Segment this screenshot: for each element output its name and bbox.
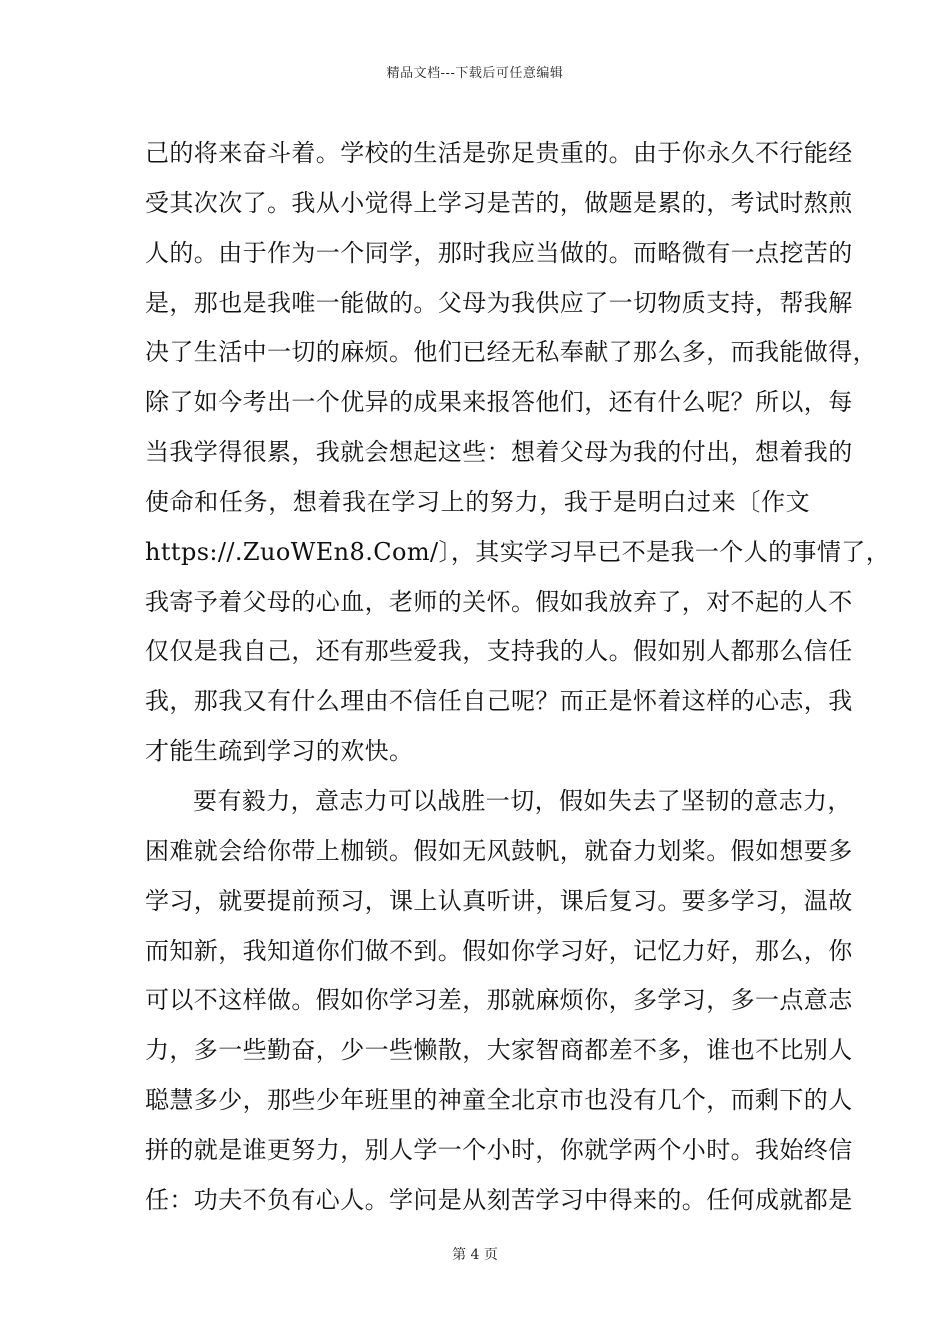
text-line: 拼的就是谁更努力，别人学一个小时，你就学两个小时。我始终信 xyxy=(145,1135,853,1164)
text-line: 决了生活中一切的麻烦。他们已经无私奉献了那么多，而我能做得， xyxy=(145,338,877,367)
text-line: 我寄予着父母的心血，老师的关怀。假如我放弃了，对不起的人不 xyxy=(145,587,853,616)
text-line: 我，那我又有什么理由不信任自己呢？而正是怀着这样的心志，我 xyxy=(145,687,853,716)
document-body xyxy=(145,133,891,1230)
text-line: 聪慧多少，那些少年班里的神童全北京市也没有几个，而剩下的人 xyxy=(145,1086,853,1115)
text-line: 己的将来奋斗着。学校的生活是弥足贵重的。由于你永久不行能经 xyxy=(145,139,853,167)
text-line: 使命和任务，想着我在学习上的努力，我于是明白过来〔作文 xyxy=(145,487,810,516)
text-line: 学习，就要提前预习，课上认真听讲，课后复习。要多学习，温故 xyxy=(145,886,853,915)
text-line: https://.ZuoWEn8.Com/〕，其实学习早已不是我一个人的事情了， xyxy=(145,537,891,566)
text-line: 是，那也是我唯一能做的。父母为我供应了一切物质支持，帮我解 xyxy=(145,288,853,317)
text-line: 当我学得很累，我就会想起这些：想着父母为我的付出，想着我的 xyxy=(145,438,853,467)
text-line: 可以不这样做。假如你学习差，那就麻烦你，多学习，多一点意志 xyxy=(145,986,853,1015)
paragraph-start-line: 要有毅力，意志力可以战胜一切，假如失去了坚韧的意志力， xyxy=(193,786,852,815)
text-line: 人的。由于作为一个同学，那时我应当做的。而略微有一点挖苦的 xyxy=(145,238,853,267)
text-line: 除了如今考出一个优异的成果来报答他们，还有什么呢？所以，每 xyxy=(145,388,853,417)
text-line: 仅仅是我自己，还有那些爱我，支持我的人。假如别人都那么信任 xyxy=(145,637,853,666)
text-line: 受其次次了。我从小觉得上学习是苦的，做题是累的，考试时熬煎 xyxy=(145,188,853,217)
text-line: 困难就会给你带上枷锁。假如无风鼓帆，就奋力划桨。假如想要多 xyxy=(145,836,853,865)
text-line: 任：功夫不负有心人。学问是从刻苦学习中得来的。任何成就都是 xyxy=(145,1185,853,1214)
paragraph-end-line: 才能生疏到学习的欢快。 xyxy=(145,737,414,766)
text-line: 而知新，我知道你们做不到。假如你学习好，记忆力好，那么，你 xyxy=(145,936,853,965)
page-header: 精品文档---下载后可任意编辑 xyxy=(386,66,564,81)
text-line: 力，多一些勤奋，少一些懒散，大家智商都差不多，谁也不比别人 xyxy=(145,1036,853,1065)
page-number: 第 4 页 xyxy=(452,1247,498,1263)
